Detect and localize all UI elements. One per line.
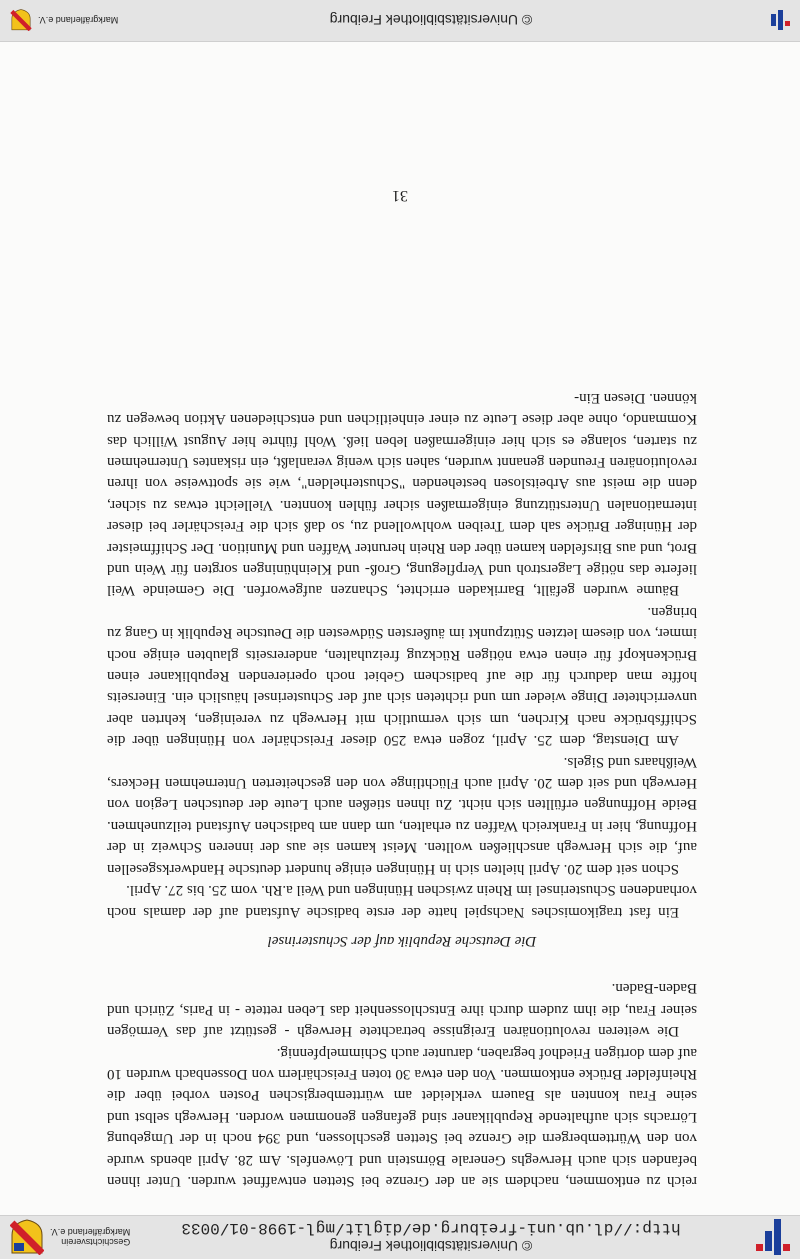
society-name: Geschichtsverein <box>61 1237 131 1248</box>
paragraph-continued: reich zu entkommen, nachdem sie an der Grenze bei Stetten entwaffnet wurden. Unter ihnen befanden sich auch Herweghs Generale Börnstein und Löwenfels. Am 28. April abends wurde von den Württembergern die Grenze bei Stetten geschlossen, und 394 noch in der Umgebung Lörrachs sich aufhaltende Republikaner sind gefangen genommen worden. Herwegh selbst und seine Frau konnten als Bauern verkleidet am württembergischen Posten vorbei über die Rheinfelder Brücke entkommen. Von den etwa 30 toten Freischärlern von Dossenbach wurden 10 auf dem dortigen Friedhof begraben, darunter auch Schimmelpfennig. <box>107 1044 697 1189</box>
paragraph: Bäume wurden gefällt, Barrikaden errichtet, Schanzen aufgeworfen. Die Gemeinde Weil lieferte das nötige Lagerstroh und Verpflegung, Groß- und Kleinhüningen sorgten für Wein und Brot, und aus Birsfelden kamen über den Rhein herunter Waffen und Munition. Der Schiffmeister der Hüninger Brücke sah dem Treiben wohlwollend zu, so daß sich die Freischärler bei dieser internationalen Unterstützung einigermaßen sicher fühlen konnten. Vielleicht etwas zu sicher, denn die meist aus Arbeitslosen bestehenden "Schusterhelden", wie sie spottweise von ihren revolutionären Freunden genannt wurden, sahen sich wenig veranlaßt, ein riskantes Unternehmen zu starten, solange es sich hier einigermaßen leben ließ. Wohl führte hier August Willich das Kommando, ohne aber diese Leute zu einer einheitlichen und entschiedenen Aktion bewegen zu können. Diesen Ein- <box>107 389 697 599</box>
section-divider <box>107 967 697 973</box>
paragraph: Schon seit dem 20. April hielten sich in Hüningen einige hundert deutsche Handwerksgesellen auf, die sich Herwegh anschließen wollten. Meist kamen sie aus der inneren Schweiz in der Hoffnung, hier in Frankreich Waffen zu erhalten, um dann am badischen Aufstand teilzunehmen. Beide Hoffnungen erfüllten sich nicht. Zu ihnen stießen auch Leute der deutschen Legion von Herwegh und seit dem 20. April auch Flüchtlinge von den gescheiterten Unternehmen Heckers, Weißhaars und Sigels. <box>107 753 697 877</box>
paragraph: Ein fast tragikomisches Nachspiel hatte der erste badische Aufstand auf der damals noch vorhandenen Schusterinsel im Rhein zwischen Hüningen und Weil a.Rh. vom 25. bis 27. April. <box>107 882 697 920</box>
society-region: Markgräflerland e.V. <box>50 1227 131 1238</box>
page-number: 31 <box>392 187 408 204</box>
header-bar <box>0 1215 800 1259</box>
paragraph: Die weiteren revolutionären Ereignisse betrachtete Herwegh - gestützt auf das Vermögen seiner Frau, die ihm zudem durch ihre Entschlossenheit das Leben rettete - in Paris, Zürich und Baden-Baden. <box>107 980 697 1040</box>
header-url[interactable]: http://dl.ub.uni-freiburg.de/diglit/mgl-1998-01/0033 <box>181 1219 681 1238</box>
society-logo <box>10 1220 150 1256</box>
footer-society <box>10 10 150 32</box>
footer-bar <box>0 0 800 42</box>
footer-university-logo <box>712 11 790 31</box>
university-logo-icon <box>756 1220 790 1256</box>
header-text <box>150 1220 712 1256</box>
society-caption <box>50 1228 130 1248</box>
document-page <box>107 386 697 1191</box>
footer-text <box>150 12 712 30</box>
university-logo-icon <box>768 11 790 31</box>
header-copyright: © Universitätsbibliothek Freiburg <box>329 1238 533 1255</box>
coat-of-arms-icon <box>10 10 32 32</box>
coat-of-arms-icon <box>10 1220 44 1256</box>
university-logo <box>712 1220 790 1256</box>
section-heading: Die Deutsche Republik auf der Schusterinsel <box>267 932 537 949</box>
footer-copyright: © Universitätsbibliothek Freiburg <box>329 12 533 29</box>
footer-society-name: Markgräflerland e.V. <box>38 15 119 26</box>
paragraph: Am Dienstag, dem 25. April, zogen etwa 250 dieser Freischärler von Hüningen über die Schiffsbrücke nach Kirchen, um sich vermutlich mit Herwegh zu vereinigen, kehrten aber unverrichteter Dinge wieder um und richteten sich auf der Schusterinsel häuslich ein. Einerseits hoffte man dadurch für die auf badischem Gebiet noch operierenden Republikaner einen Brückenkopf für einen etwa nötigen Rückzug freizuhalten, andererseits glaubten einige noch immer, von diesem letzten Stützpunkt im äußersten Südwesten die Deutsche Republik in Gang zu bringen. <box>107 603 697 749</box>
